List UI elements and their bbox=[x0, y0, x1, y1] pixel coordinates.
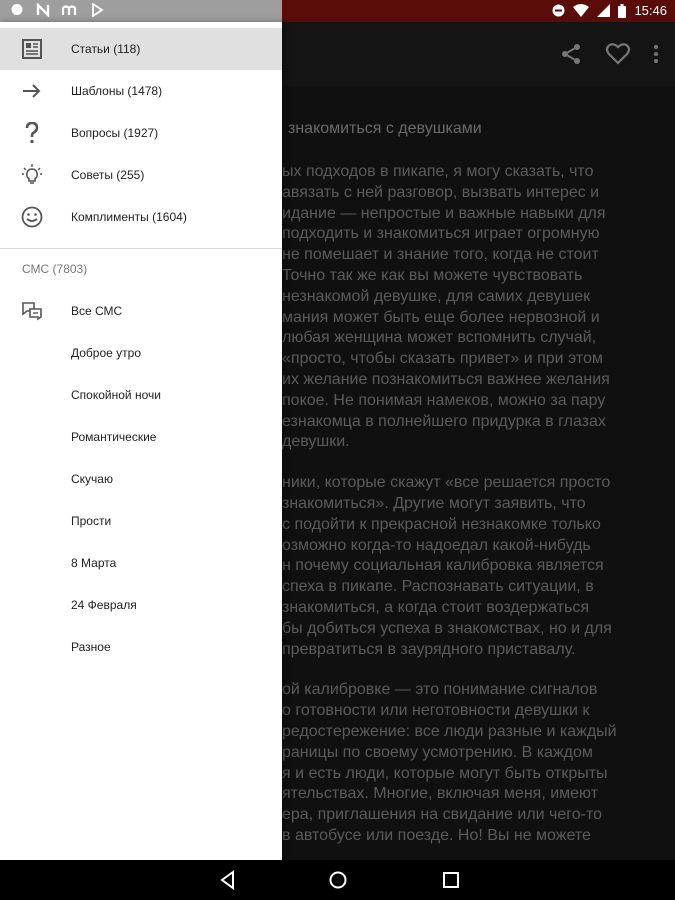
article-line: знакомиться, а когда стоит воздержаться bbox=[282, 598, 590, 616]
article-line: авязать с ней разговор, вызвать интерес и bbox=[282, 183, 600, 201]
drawer-item-label: Статьи (118) bbox=[71, 42, 141, 56]
article-line: о готовности или неготовности девушки к bbox=[282, 702, 590, 720]
article-line: бы добиться успеха в знакомствах, но и для bbox=[282, 619, 612, 637]
article-line: ой калибровке — это понимание сигналов bbox=[282, 681, 598, 699]
drawer-item-label: Комплименты (1604) bbox=[71, 210, 187, 224]
article-line: незнакомой девушке, для самих девушек bbox=[282, 287, 591, 305]
sms-item-2[interactable] bbox=[0, 374, 282, 416]
minus-circle-icon bbox=[552, 4, 565, 17]
article-line: превратиться в заурядного приставалу. bbox=[282, 640, 576, 658]
drawer-item-3[interactable] bbox=[0, 154, 282, 196]
signal-icon bbox=[597, 4, 610, 17]
home-icon[interactable] bbox=[328, 870, 348, 890]
article-line: девушки. bbox=[282, 433, 350, 451]
heart-icon[interactable] bbox=[605, 42, 631, 66]
article-line: ых подходов в пикапе, я могу сказать, что bbox=[282, 163, 594, 180]
article-line: ера, приглашения на свидание или чего-то bbox=[282, 806, 603, 824]
share-icon[interactable] bbox=[559, 42, 583, 66]
article-paragraph bbox=[282, 162, 675, 453]
drawer-item-1[interactable] bbox=[0, 70, 282, 112]
m-icon bbox=[62, 3, 78, 17]
play-store-icon bbox=[90, 3, 104, 17]
n-icon bbox=[36, 3, 50, 17]
article-line: подходить и знакомиться играет огромную bbox=[282, 225, 600, 243]
recents-icon[interactable] bbox=[441, 870, 461, 890]
sms-item-label: Разное bbox=[71, 640, 111, 654]
article-line: с подойти к прекрасной незнакомке только bbox=[282, 515, 601, 533]
article-body bbox=[282, 162, 675, 860]
article-line: ники, которые скажут «все решается просто bbox=[282, 474, 611, 492]
sms-item-7[interactable] bbox=[0, 584, 282, 626]
sms-item-label: 24 Февраля bbox=[71, 598, 137, 612]
more-vert-icon[interactable] bbox=[653, 44, 659, 64]
article-line: мания может быть еще более нервозной и bbox=[282, 308, 600, 326]
article-line: любая женщина может вспомнить случай, bbox=[282, 329, 597, 347]
app-bar bbox=[282, 22, 675, 86]
article-line: их желание познакомиться важнее желания bbox=[282, 370, 610, 388]
article-line: я и есть люди, которые могут быть открыты bbox=[282, 764, 608, 782]
article-line: озможно когда-то надоедал какой-нибудь bbox=[282, 536, 591, 554]
sms-item-label: Романтические bbox=[71, 430, 157, 444]
sms-item-4[interactable] bbox=[0, 458, 282, 500]
article-paragraph bbox=[282, 680, 675, 846]
drawer-item-label: Советы (255) bbox=[71, 168, 145, 182]
article-icon bbox=[20, 37, 44, 61]
sms-item-0[interactable] bbox=[0, 290, 282, 332]
drawer-item-label: Вопросы (1927) bbox=[71, 126, 159, 140]
drawer-item-0[interactable] bbox=[0, 28, 282, 70]
back-icon[interactable] bbox=[218, 870, 238, 890]
drawer-item-2[interactable] bbox=[0, 112, 282, 154]
chat-icon bbox=[20, 299, 44, 323]
drawer-item-4[interactable] bbox=[0, 196, 282, 238]
article-line: Точно так же как вы можете чувствовать bbox=[282, 266, 583, 284]
article-line: ятельствах. Многие, включая меня, имеют bbox=[282, 785, 599, 803]
sms-item-label: 8 Марта bbox=[71, 556, 117, 570]
status-bar bbox=[0, 0, 675, 22]
status-bar-right bbox=[282, 0, 675, 22]
article-line: н почему социальная калибровка является bbox=[282, 557, 604, 575]
sms-item-label: Скучаю bbox=[71, 472, 113, 486]
chat-bubble-icon bbox=[10, 3, 24, 17]
article-line: спеха в пикапе. Распознавать ситуации, в bbox=[282, 578, 594, 596]
article-line: «просто, чтобы сказать привет» и при этом bbox=[282, 350, 603, 368]
article-line: знакомиться». Другие могут заявить, что bbox=[282, 494, 586, 512]
arrow-right-icon bbox=[20, 79, 44, 103]
sms-item-8[interactable] bbox=[0, 626, 282, 668]
smiley-icon bbox=[20, 205, 44, 229]
battery-icon bbox=[618, 4, 626, 18]
article-line: редостережение: все люди разные и каждый bbox=[282, 722, 617, 740]
lightbulb-icon bbox=[20, 163, 44, 187]
article-paragraph bbox=[282, 473, 675, 660]
article-line: раницы по своему усмотрению. В каждом bbox=[282, 743, 593, 761]
sms-item-label: Спокойной ночи bbox=[71, 388, 161, 402]
question-icon bbox=[20, 121, 44, 145]
sms-item-5[interactable] bbox=[0, 500, 282, 542]
sms-item-6[interactable] bbox=[0, 542, 282, 584]
article-line: не помешает и знание того, когда не стоит bbox=[282, 246, 599, 264]
system-nav-bar bbox=[0, 860, 675, 900]
drawer-item-label: Шаблоны (1478) bbox=[71, 84, 163, 98]
sms-section-header: СМС (7803) bbox=[22, 262, 88, 276]
navigation-drawer bbox=[0, 22, 282, 860]
article-line: езнакомца в полнейшего придурка в глазах bbox=[282, 412, 606, 430]
status-bar-left bbox=[0, 0, 282, 22]
drawer-divider bbox=[0, 248, 282, 249]
article-title: знакомиться с девушками bbox=[288, 120, 482, 137]
sms-item-label: Доброе утро bbox=[71, 346, 142, 360]
article-line: в автобусе или поезде. Но! Вы не можете bbox=[282, 826, 591, 844]
sms-item-1[interactable] bbox=[0, 332, 282, 374]
sms-item-label: Прости bbox=[71, 514, 112, 528]
article-line: покое. Не понимая намеков, можно за пару bbox=[282, 391, 606, 409]
article-screen bbox=[282, 22, 675, 860]
sms-item-3[interactable] bbox=[0, 416, 282, 458]
sms-item-label: Все СМС bbox=[71, 304, 123, 318]
clock: 15:46 bbox=[634, 3, 667, 18]
wifi-icon bbox=[573, 4, 589, 17]
article-line: идание — непростые и важные навыки для bbox=[282, 204, 606, 222]
